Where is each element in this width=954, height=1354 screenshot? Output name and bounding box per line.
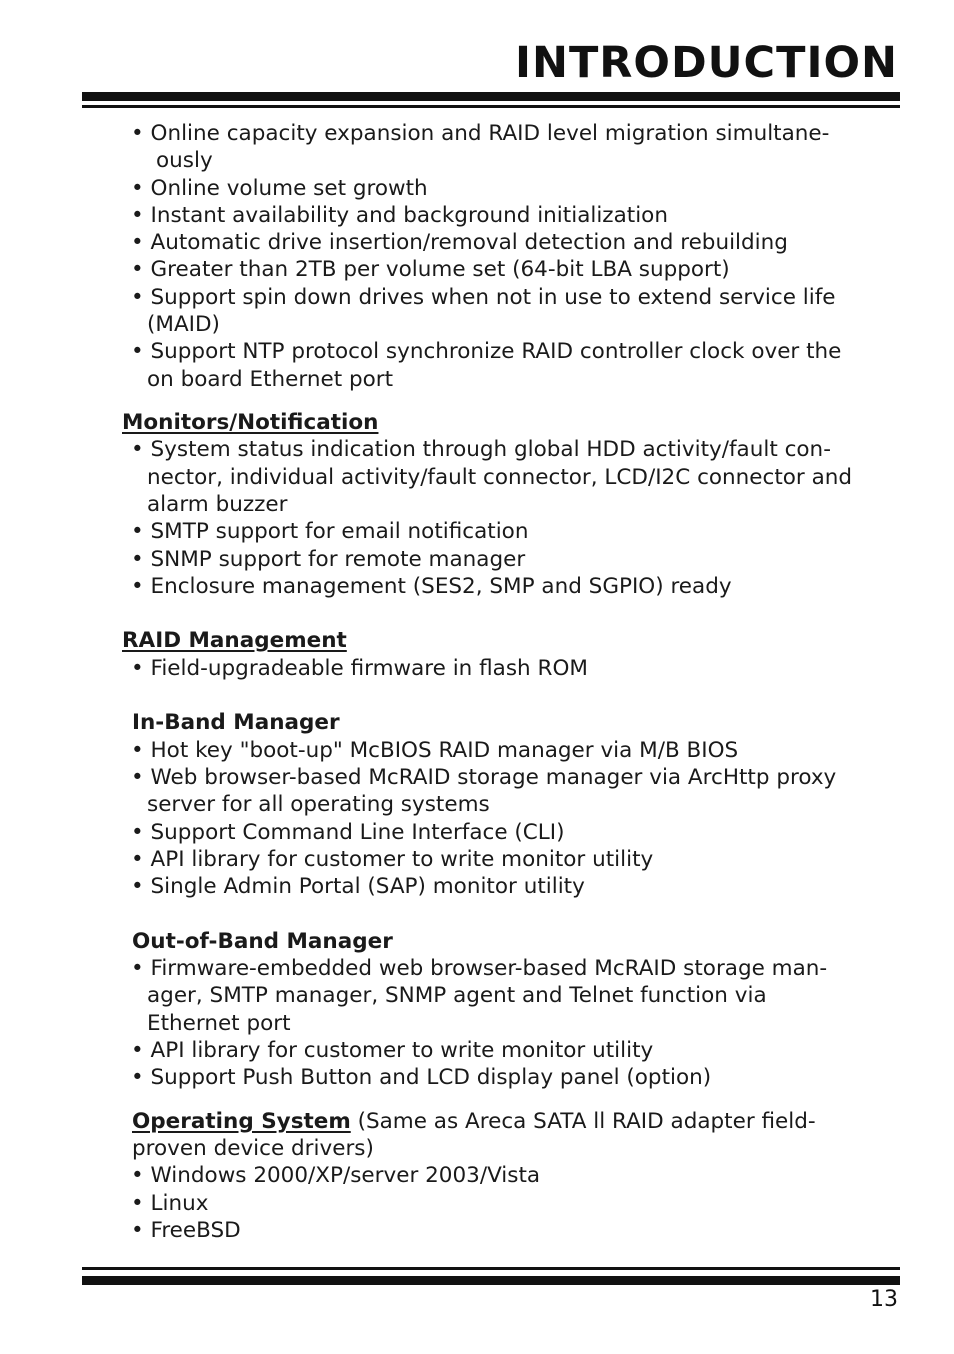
feature-line: • Automatic drive insertion/removal detection and rebuilding [131, 230, 788, 255]
os-line: • Windows 2000/XP/server 2003/Vista [131, 1163, 541, 1188]
feature-line: • Online capacity expansion and RAID level migration simultane- [131, 121, 830, 146]
os-heading-line [132, 1108, 816, 1135]
feature-line: • Greater than 2TB per volume set (64-bit LBA support) [131, 257, 730, 282]
monitors-line: • SNMP support for remote manager [131, 547, 526, 572]
os-line: • Linux [131, 1191, 209, 1216]
os-continuation: proven device drivers) [132, 1136, 374, 1161]
os-heading-suffix: (Same as Areca SATA ll RAID adapter field- [350, 1109, 816, 1134]
header-rule-thin [82, 105, 900, 108]
feature-line: on board Ethernet port [147, 367, 394, 392]
out-of-band-line: Ethernet port [147, 1011, 291, 1036]
monitors-line: • System status indication through global HDD activity/fault con- [131, 437, 831, 462]
out-of-band-line: • API library for customer to write monitor utility [131, 1038, 654, 1063]
page-number: 13 [870, 1287, 898, 1312]
feature-line: • Instant availability and background initialization [131, 203, 668, 228]
in-band-line: • API library for customer to write monitor utility [131, 847, 654, 872]
section-heading-raid-management: RAID Management [122, 628, 347, 653]
in-band-line: • Hot key "boot-up" McBIOS RAID manager via M/B BIOS [131, 738, 739, 763]
in-band-line: • Support Command Line Interface (CLI) [131, 820, 565, 845]
feature-line: • Support spin down drives when not in use to extend service life [131, 285, 836, 310]
footer-rule-thick [82, 1276, 900, 1285]
feature-line: • Online volume set growth [131, 176, 428, 201]
section-heading-monitors: Monitors/Notification [122, 410, 379, 435]
feature-line: • Support NTP protocol synchronize RAID controller clock over the [131, 339, 842, 364]
monitors-line: alarm buzzer [147, 492, 288, 517]
feature-line: ously [156, 148, 213, 173]
monitors-line: nector, individual activity/fault connector, LCD/I2C connector and [147, 465, 853, 490]
monitors-line: • Enclosure management (SES2, SMP and SGPIO) ready [131, 574, 732, 599]
out-of-band-line: • Support Push Button and LCD display panel (option) [131, 1065, 712, 1090]
os-line: • FreeBSD [131, 1218, 241, 1243]
page-title: INTRODUCTION [514, 38, 898, 88]
footer-rule-thin [82, 1267, 900, 1270]
monitors-line: • SMTP support for email notification [131, 519, 529, 544]
section-heading-operating-system: Operating System [132, 1109, 351, 1134]
in-band-line: server for all operating systems [147, 792, 490, 817]
in-band-line: • Single Admin Portal (SAP) monitor utility [131, 874, 585, 899]
header-rule-thick [82, 92, 900, 101]
section-heading-out-of-band: Out-of-Band Manager [132, 929, 393, 954]
feature-line: (MAID) [147, 312, 220, 337]
raid-management-line: • Field-upgradeable firmware in flash ROM [131, 656, 588, 681]
out-of-band-line: • Firmware-embedded web browser-based McRAID storage man- [131, 956, 828, 981]
section-heading-in-band: In-Band Manager [132, 710, 340, 735]
out-of-band-line: ager, SMTP manager, SNMP agent and Telnet function via [147, 983, 767, 1008]
in-band-line: • Web browser-based McRAID storage manager via ArcHttp proxy [131, 765, 837, 790]
